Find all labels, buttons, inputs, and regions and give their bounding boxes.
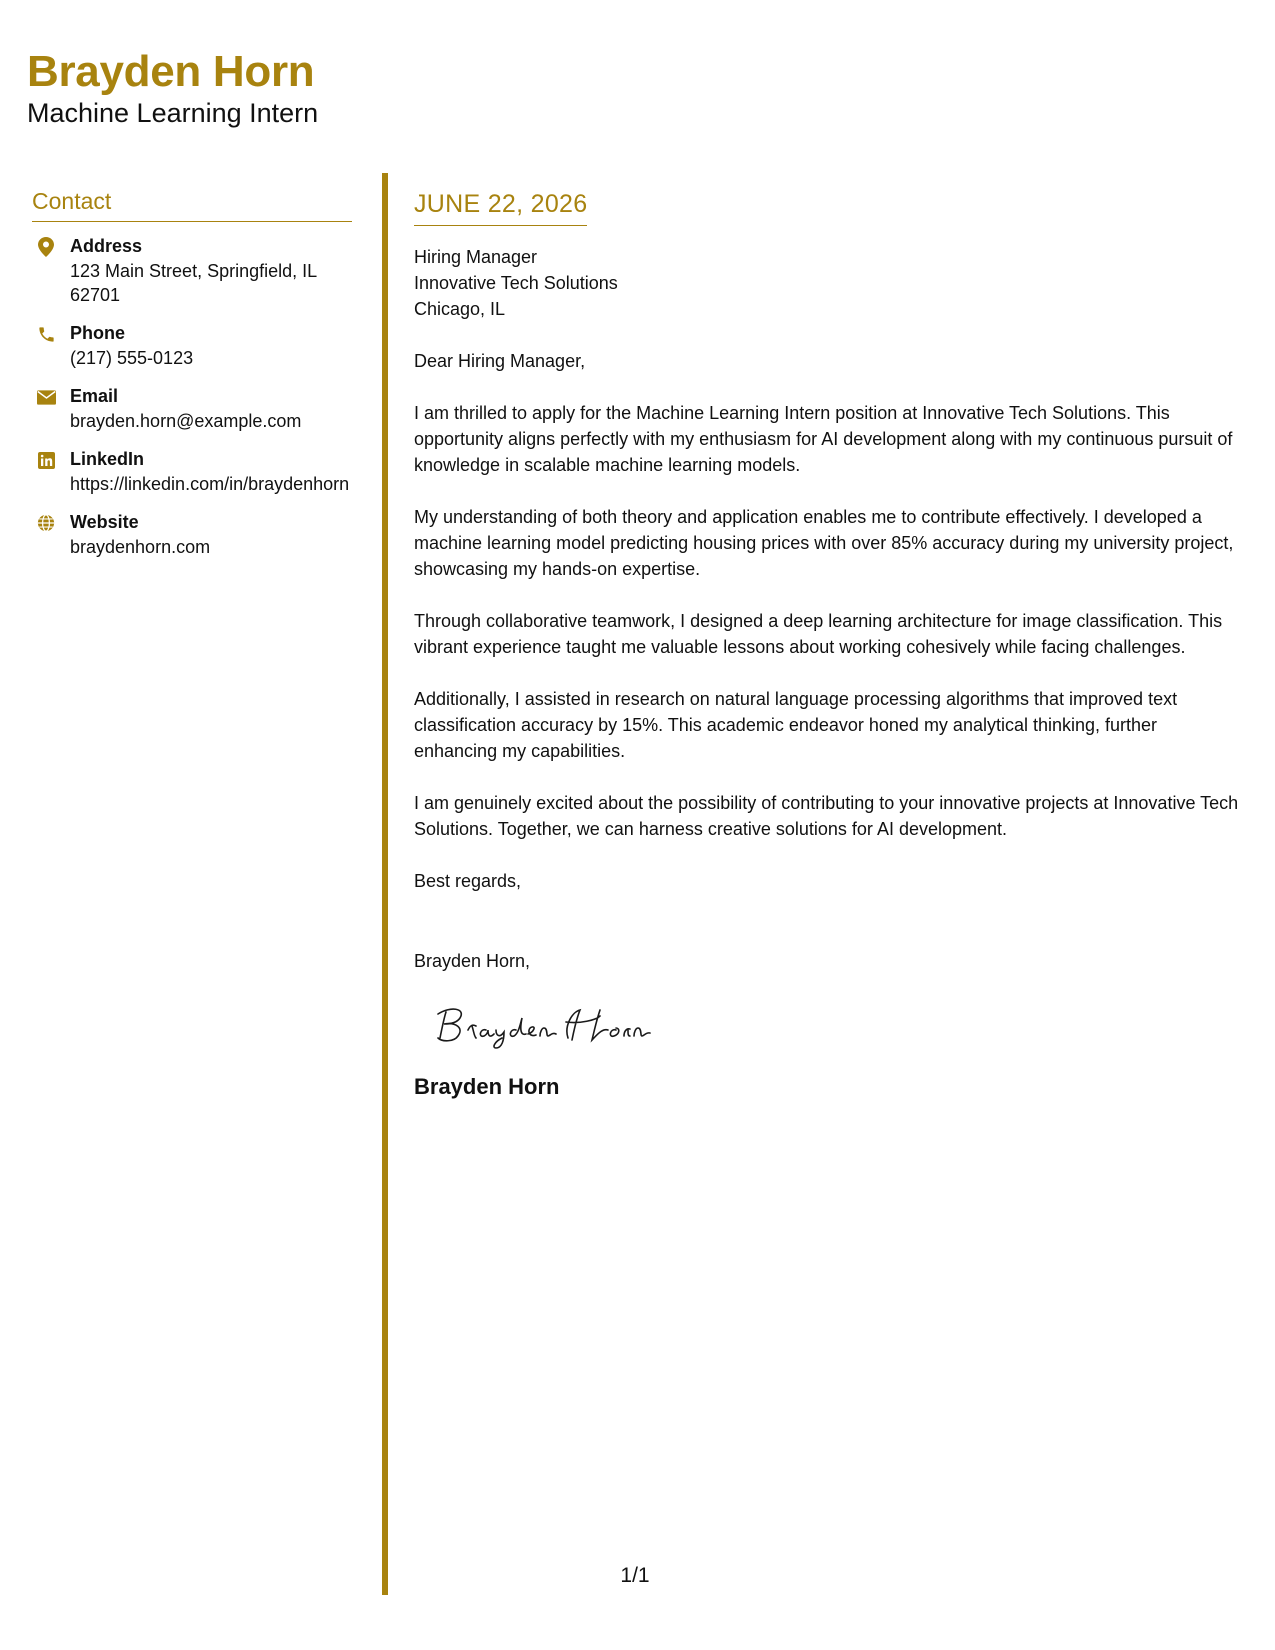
letter-paragraph: I am genuinely excited about the possibility of contributing to your innovative projects at Innovative Tech Solutions. Together, we can harness creative solutions for AI development.: [414, 793, 1239, 839]
letter-paragraph: My understanding of both theory and application enables me to contribute effectively. I developed a machine learning model predicting housing prices with over 85% accuracy during my university project, showcasing my hands-on expertise.: [414, 507, 1234, 579]
contact-label: Email: [70, 386, 119, 406]
contact-sidebar: [32, 188, 352, 573]
closing: Best regards,: [414, 871, 522, 891]
map-pin-icon: [35, 236, 57, 258]
recipient-line: Innovative Tech Solutions: [414, 273, 618, 293]
sign-off-name: Brayden Horn,: [414, 951, 531, 971]
address-value: 123 Main Street, Springfield, IL 62701: [70, 261, 317, 305]
linkedin-icon: [35, 449, 57, 471]
contact-label: Website: [70, 512, 139, 532]
header: [27, 48, 318, 129]
job-title: Machine Learning Intern: [27, 98, 319, 129]
contact-item-website: [32, 510, 352, 559]
letter-paragraph: Through collaborative teamwork, I designed a deep learning architecture for image classification. This vibrant experience taught me valuable lessons about working cohesively while facing challenges.: [414, 611, 1223, 657]
contact-label: Address: [70, 236, 143, 256]
linkedin-value[interactable]: https://linkedin.com/in/braydenhorn: [70, 474, 350, 494]
contact-item-phone: [32, 321, 352, 370]
envelope-icon: [35, 386, 57, 408]
website-value[interactable]: braydenhorn.com: [70, 537, 211, 557]
contact-label: Phone: [70, 323, 126, 343]
handwritten-signature: [430, 1000, 1244, 1052]
recipient-line: Hiring Manager: [414, 247, 538, 267]
email-value[interactable]: brayden.horn@example.com: [70, 411, 302, 431]
letter-body: [414, 190, 1244, 1100]
printed-name: Brayden Horn: [414, 1074, 560, 1099]
contact-item-address: [32, 234, 352, 307]
contact-list: [32, 234, 352, 559]
contact-label: LinkedIn: [70, 449, 145, 469]
globe-icon: [35, 512, 57, 534]
recipient-line: Chicago, IL: [414, 299, 506, 319]
page-number: 1/1: [620, 1564, 650, 1587]
letter-paragraph: I am thrilled to apply for the Machine Learning Intern position at Innovative Tech Solutions. This opportunity aligns perfectly with my enthusiasm for AI development along with my continuous pursuit of knowledge in scalable machine learning models.: [414, 403, 1233, 475]
candidate-name: Brayden Horn: [27, 47, 315, 96]
salutation: Dear Hiring Manager,: [414, 351, 586, 371]
letter-paragraph: Additionally, I assisted in research on natural language processing algorithms that improved text classification accuracy by 15%. This academic endeavor honed my analytical thinking, further enhancing my capabilities.: [414, 689, 1178, 761]
contact-item-email: [32, 384, 352, 433]
contact-item-linkedin: [32, 447, 352, 496]
vertical-divider: [382, 173, 388, 1595]
phone-value: (217) 555-0123: [70, 348, 194, 368]
letter-date: JUNE 22, 2026: [414, 190, 587, 226]
contact-heading: Contact: [32, 188, 352, 222]
phone-icon: [35, 323, 57, 345]
recipient-block: [414, 244, 1244, 322]
